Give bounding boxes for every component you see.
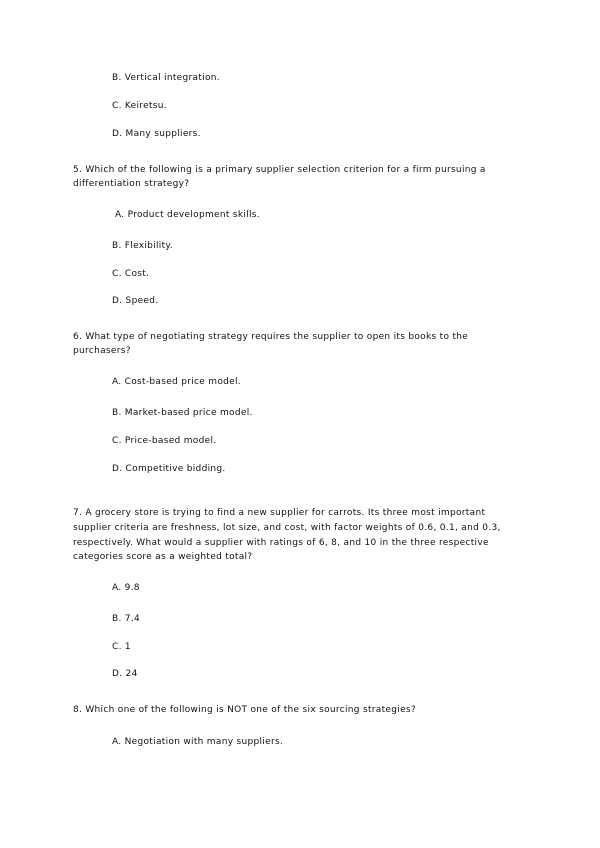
question-8-option-a: A. Negotiation with many suppliers. [112,737,284,747]
question-5-line-1: 5. Which of the following is a primary supplier selection criterion for a firm pursuing a [73,165,486,175]
question-5-option-a: A. Product development skills. [115,210,260,220]
question-6-option-b: B. Market-based price model. [112,408,253,418]
question-6-option-a: A. Cost-based price model. [112,377,241,387]
question-6-line-2: purchasers? [73,346,131,356]
question-6-option-d: D. Competitive bidding. [112,464,226,474]
question-7-line-4: categories score as a weighted total? [73,552,253,562]
question-7-option-c: C. 1 [112,642,131,652]
question-5-option-c: C. Cost. [112,269,150,279]
option-b-previous: B. Vertical integration. [112,73,220,83]
question-5-option-d: D. Speed. [112,296,159,306]
question-7-line-3: respectively. What would a supplier with ratings of 6, 8, and 10 in the three respective [73,538,489,548]
question-7-option-d: D. 24 [112,669,138,679]
option-c-previous: C. Keiretsu. [112,101,167,111]
question-5-line-2: differentiation strategy? [73,179,190,189]
question-5-option-b: B. Flexibility. [112,241,173,251]
question-7-line-1: 7. A grocery store is trying to find a new supplier for carrots. Its three most important [73,508,486,518]
question-6-option-c: C. Price-based model. [112,436,217,446]
question-7-option-b: B. 7.4 [112,614,141,624]
option-d-previous: D. Many suppliers. [112,129,201,139]
question-7-line-2: supplier criteria are freshness, lot size, and cost, with factor weights of 0.6, 0.1, and 0.3, [73,523,501,533]
question-6-line-1: 6. What type of negotiating strategy requires the supplier to open its books to the [73,332,469,342]
question-8-line-1: 8. Which one of the following is NOT one of the six sourcing strategies? [73,705,416,715]
question-7-option-a: A. 9.8 [112,583,140,593]
